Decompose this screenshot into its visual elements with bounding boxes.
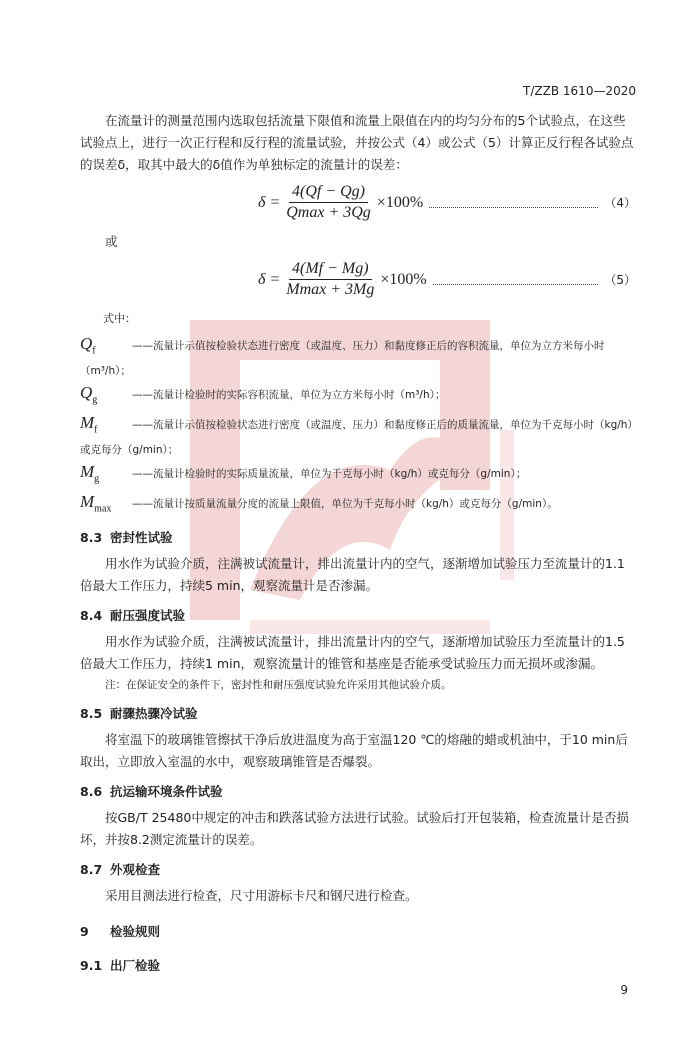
definition: ——流量计按质量流量分度的流量上限值，单位为千克每小时（kg/h）或克每分（g/min）。	[132, 497, 558, 510]
symbol: $M_f$	[80, 412, 98, 436]
formula-suffix: ×100%	[380, 270, 427, 288]
where-item	[80, 462, 636, 489]
section-body-8-7: 采用目测法进行检查，尺寸用游标卡尺和钢尺进行检查。	[105, 887, 418, 903]
where-label: 式中：	[103, 312, 136, 325]
section-heading-8-6: 8.6 抗运输环境条件试验	[80, 783, 223, 799]
formula-numerator: 4(Mf − Mg)	[289, 259, 372, 280]
formula-denominator: Mmax + 3Mg	[286, 281, 375, 298]
section-heading-8-3: 8.3 密封性试验	[80, 529, 173, 545]
page-number: 9	[620, 982, 628, 997]
formula-numerator: 4(Qf − Qg)	[289, 182, 368, 203]
section-heading-9: 9 检验规则	[80, 923, 161, 939]
formula-suffix: ×100%	[376, 193, 424, 211]
formula-denominator: Qmax + 3Qg	[286, 204, 371, 221]
formula-lhs: δ =	[258, 193, 281, 211]
formula-4	[258, 182, 636, 223]
where-list	[80, 334, 636, 519]
where-item	[80, 413, 636, 460]
section-note-8-4: 注：在保证安全的条件下，密封性和耐压强度试验允许采用其他试验介质。	[105, 678, 452, 691]
definition: ——流量计示值按检验状态进行密度（或温度、压力）和黏度修正后的质量流量，单位为千克每小时（kg/h）或克每分（g/min）；	[80, 418, 633, 457]
section-body-8-5: 将室温下的玻璃锥管擦拭干净后放进温度为高于室温120 ℃的熔融的蜡或机油中，于10 min后取出，立即放入室温的水中，观察玻璃锥管是否爆裂。	[80, 731, 628, 769]
section-body-8-6: 按GB/T 25480中规定的冲击和跌落试验方法进行试验。试验后打开包装箱，检查流量计是否损坏，并按8.2测定流量计的误差。	[80, 809, 629, 847]
section-heading-9-1: 9.1 出厂检验	[80, 957, 161, 973]
formula-lhs: δ =	[258, 270, 281, 288]
where-item	[80, 492, 636, 519]
definition: ——流量计示值按检验状态进行密度（或温度、压力）和黏度修正后的容积流量，单位为立方米每小时（m³/h）；	[80, 340, 605, 378]
where-item	[80, 334, 636, 381]
definition: ——流量计检验时的实际质量流量，单位为千克每小时（kg/h）或克每分（g/min）；	[132, 468, 527, 481]
or-text: 或	[105, 234, 118, 249]
where-item	[80, 383, 636, 410]
symbol: $M_{max}$	[80, 491, 112, 514]
section-body-8-3: 用水作为试验介质，注满被试流量计，排出流量计内的空气，逐渐增加试验压力至流量计的1.1倍最大工作压力，持续5 min，观察流量计是否渗漏。	[80, 555, 625, 593]
leader-dots	[429, 197, 598, 208]
formula-number: （5）	[604, 273, 636, 287]
leader-dots	[433, 274, 599, 285]
section-heading-8-4: 8.4 耐压强度试验	[80, 607, 186, 623]
document-code: T/ZZB 1610—2020	[523, 84, 636, 98]
section-body-8-4: 用水作为试验介质，注满被试流量计，排出流量计内的空气，逐渐增加试验压力至流量计的1.5倍最大工作压力，持续1 min，观察流量计的锥管和基座是否能承受试验压力而无损坏或渗漏。	[80, 633, 625, 671]
definition: ——流量计检验时的实际容积流量，单位为立方米每小时（m³/h）；	[132, 389, 446, 402]
intro-paragraph: 在流量计的测量范围内选取包括流量下限值和流量上限值在内的均匀分布的5个试验点，在这些试验点上，进行一次正行程和反行程的流量试验，并按公式（4）或公式（5）计算正反行程各试验点的误差δ，取其中最大的δ值作为单独标定的流量计的误差：	[80, 113, 634, 172]
symbol: $Q_f$	[80, 334, 96, 357]
section-heading-8-5: 8.5 耐骤热骤冷试验	[80, 705, 198, 721]
symbol: $M_g$	[80, 462, 100, 485]
formula-5	[258, 259, 636, 300]
section-heading-8-7: 8.7 外观检查	[80, 861, 161, 877]
symbol: $Q_g$	[80, 383, 98, 406]
formula-number: （4）	[604, 196, 636, 210]
